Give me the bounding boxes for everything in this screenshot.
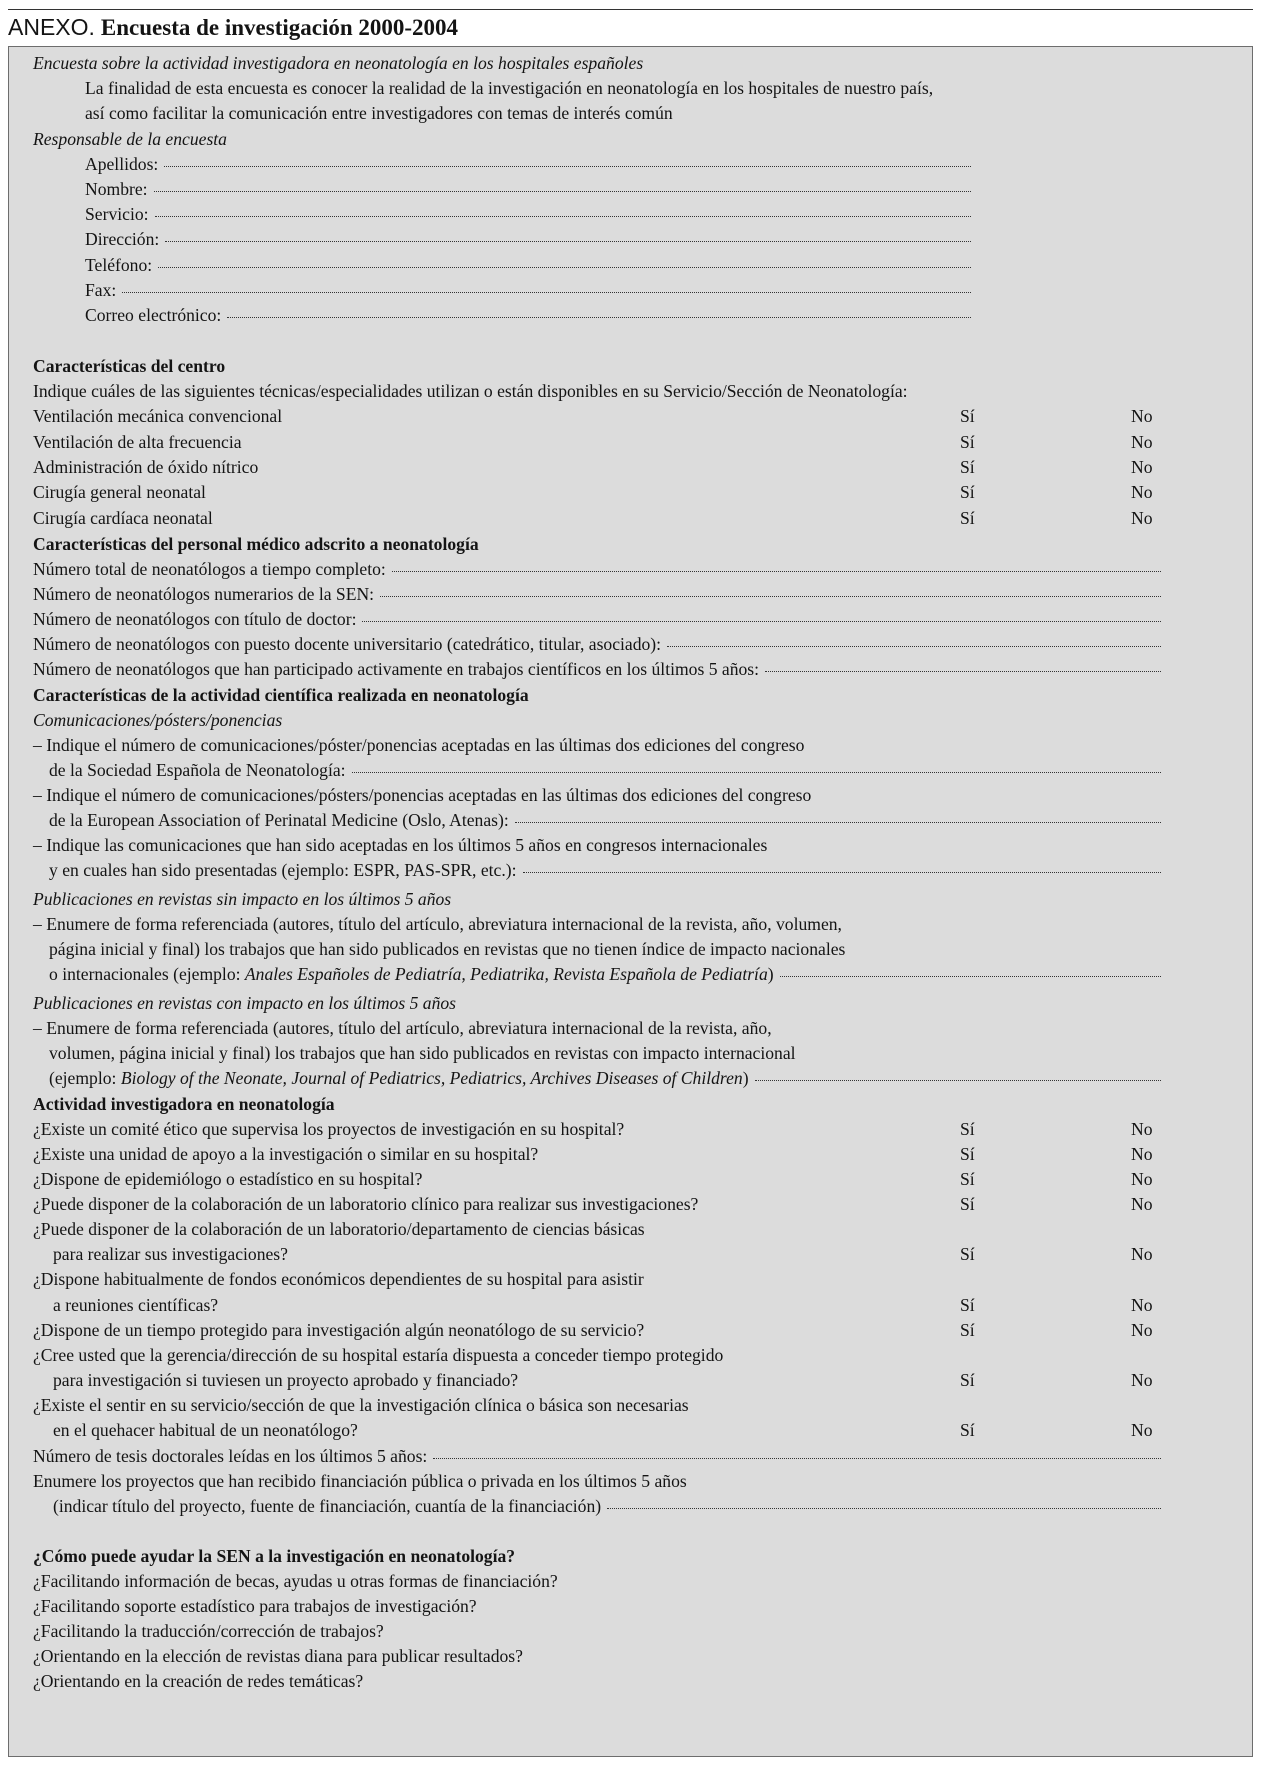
field-telefono[interactable]: Teléfono: — [85, 253, 971, 277]
personal-field[interactable]: Número de neonatólogos numerarios de la SEN: — [33, 582, 1161, 606]
personal-field[interactable]: Número de neonatólogos con título de doctor: — [33, 607, 1161, 631]
question-line: ¿Dispone de un tiempo protegido para investigación algún neonatólogo de su servicio? — [33, 1320, 645, 1340]
subheading-comunicaciones: Comunicaciones/pósters/ponencias — [33, 710, 283, 730]
subheading-sin-impacto: Publicaciones en revistas sin impacto en los últimos 5 años — [33, 889, 452, 909]
question-line: para investigación si tuviesen un proyecto aprobado y financiado? — [53, 1370, 519, 1390]
question-line: ¿Existe una unidad de apoyo a la investigación o similar en su hospital? — [33, 1144, 539, 1164]
question-line: ¿Puede disponer de la colaboración de un laboratorio/departamento de ciencias básicas — [33, 1219, 645, 1239]
field-correo[interactable]: Correo electrónico: — [85, 303, 971, 327]
field-fax[interactable]: Fax: — [85, 278, 971, 302]
field-apellidos[interactable]: Apellidos: — [85, 152, 971, 176]
question-line: ¿Cree usted que la gerencia/dirección de su hospital estaría dispuesta a conceder tiempo protegido — [33, 1345, 724, 1365]
question-line: – Indique el número de comunicaciones/pósters/ponencias aceptadas en las últimas dos ediciones del congreso — [33, 785, 812, 805]
yes-option[interactable]: Sí — [960, 1244, 975, 1264]
question-line: – Enumere de forma referenciada (autores, título del artículo, abreviatura internacional de la revista, año, — [33, 1018, 772, 1038]
ayuda-item: ¿Facilitando soporte estadístico para trabajos de investigación? — [33, 1596, 477, 1616]
field-nombre[interactable]: Nombre: — [85, 177, 971, 201]
centro-instruction: Indique cuáles de las siguientes técnicas/especialidades utilizan o están disponibles en su Servicio/Sección de Neonatología: — [33, 381, 908, 401]
yes-option[interactable]: Sí — [960, 482, 975, 502]
no-option[interactable]: No — [1131, 1370, 1153, 1390]
personal-field[interactable]: Número de neonatólogos con puesto docente universitario (catedrático, titular, asociado): — [33, 632, 1161, 656]
question-line: volumen, página inicial y final) los trabajos que han sido publicados en revistas con impacto internacional — [49, 1043, 796, 1063]
question-line: en el quehacer habitual de un neonatólogo? — [53, 1420, 358, 1440]
no-option[interactable]: No — [1131, 508, 1153, 528]
yes-option[interactable]: Sí — [960, 1320, 975, 1340]
question-line: ¿Puede disponer de la colaboración de un laboratorio clínico para realizar sus investigaciones? — [33, 1194, 699, 1214]
no-option[interactable]: No — [1131, 1144, 1153, 1164]
question-line: Enumere los proyectos que han recibido financiación pública o privada en los últimos 5 años — [33, 1471, 687, 1491]
section-heading-personal: Características del personal médico adscrito a neonatología — [33, 534, 479, 554]
question-line: ¿Dispone habitualmente de fondos económicos dependientes de su hospital para asistir — [33, 1269, 644, 1289]
intro-line: La finalidad de esta encuesta es conocer la realidad de la investigación en neonatología en los hospitales de nuestro país, — [85, 78, 934, 98]
page-header — [8, 13, 458, 42]
centro-item: Administración de óxido nítrico — [33, 457, 259, 477]
personal-field[interactable]: Número de neonatólogos que han participado activamente en trabajos científicos en los últimos 5 años: — [33, 657, 1161, 681]
comunicaciones-field[interactable]: de la European Association of Perinatal Medicine (Oslo, Atenas): — [49, 808, 1161, 832]
question-line: ¿Dispone de epidemiólogo o estadístico en su hospital? — [33, 1169, 423, 1189]
comunicaciones-field[interactable]: de la Sociedad Española de Neonatología: — [49, 758, 1161, 782]
yes-option[interactable]: Sí — [960, 1119, 975, 1139]
con-impacto-field[interactable]: (ejemplo: Biology of the Neonate, Journal of Pediatrics, Pediatrics, Archives Diseases of Children) — [49, 1066, 1161, 1090]
yes-option[interactable]: Sí — [960, 508, 975, 528]
yes-option[interactable]: Sí — [960, 1144, 975, 1164]
centro-item: Cirugía cardíaca neonatal — [33, 508, 213, 528]
no-option[interactable]: No — [1131, 1119, 1153, 1139]
yes-option[interactable]: Sí — [960, 1169, 975, 1189]
yes-option[interactable]: Sí — [960, 457, 975, 477]
question-line: ¿Existe un comité ético que supervisa los proyectos de investigación en su hospital? — [33, 1119, 625, 1139]
yes-option[interactable]: Sí — [960, 432, 975, 452]
subheading-con-impacto: Publicaciones en revistas con impacto en los últimos 5 años — [33, 993, 457, 1013]
question-line: a reuniones científicas? — [53, 1295, 219, 1315]
field-direccion[interactable]: Dirección: — [85, 227, 971, 251]
ayuda-item: ¿Orientando en la elección de revistas diana para publicar resultados? — [33, 1646, 523, 1666]
no-option[interactable]: No — [1131, 1420, 1153, 1440]
yes-option[interactable]: Sí — [960, 406, 975, 426]
intro-line: así como facilitar la comunicación entre investigadores con temas de interés común — [85, 103, 673, 123]
yes-option[interactable]: Sí — [960, 1295, 975, 1315]
comunicaciones-field[interactable]: y en cuales han sido presentadas (ejemplo: ESPR, PAS-SPR, etc.): — [49, 858, 1161, 882]
centro-item: Cirugía general neonatal — [33, 482, 206, 502]
tesis-field[interactable]: Número de tesis doctorales leídas en los últimos 5 años: — [33, 1444, 1161, 1468]
ayuda-item: ¿Facilitando información de becas, ayudas u otras formas de financiación? — [33, 1571, 558, 1591]
no-option[interactable]: No — [1131, 457, 1153, 477]
centro-item: Ventilación de alta frecuencia — [33, 432, 242, 452]
no-option[interactable]: No — [1131, 1320, 1153, 1340]
question-line: – Enumere de forma referenciada (autores, título del artículo, abreviatura internacional de la revista, año, volumen, — [33, 914, 842, 934]
yes-option[interactable]: Sí — [960, 1420, 975, 1440]
field-servicio[interactable]: Servicio: — [85, 202, 971, 226]
personal-field[interactable]: Número total de neonatólogos a tiempo completo: — [33, 557, 1161, 581]
no-option[interactable]: No — [1131, 482, 1153, 502]
yes-option[interactable]: Sí — [960, 1194, 975, 1214]
ayuda-item: ¿Orientando en la creación de redes temáticas? — [33, 1671, 364, 1691]
responsible-title: Responsable de la encuesta — [33, 129, 227, 149]
proyectos-field[interactable]: (indicar título del proyecto, fuente de financiación, cuantía de la financiación) — [53, 1494, 1161, 1518]
no-option[interactable]: No — [1131, 1169, 1153, 1189]
header-rule — [8, 9, 1253, 10]
section-heading-cientifica: Características de la actividad científica realizada en neonatología — [33, 685, 529, 705]
question-line: – Indique las comunicaciones que han sido aceptadas en los últimos 5 años en congresos internacionales — [33, 835, 768, 855]
no-option[interactable]: No — [1131, 1244, 1153, 1264]
no-option[interactable]: No — [1131, 432, 1153, 452]
sin-impacto-field[interactable]: o internacionales (ejemplo: Anales Españoles de Pediatría, Pediatrika, Revista Española de Pediatría) — [49, 962, 1161, 986]
question-line: – Indique el número de comunicaciones/póster/ponencias aceptadas en las últimas dos ediciones del congreso — [33, 735, 805, 755]
page-title: Encuesta de investigación 2000-2004 — [100, 15, 459, 40]
question-line: para realizar sus investigaciones? — [53, 1244, 288, 1264]
survey-panel — [8, 46, 1253, 1757]
no-option[interactable]: No — [1131, 1194, 1153, 1214]
no-option[interactable]: No — [1131, 1295, 1153, 1315]
survey-title: Encuesta sobre la actividad investigadora en neonatología en los hospitales españoles — [33, 53, 644, 73]
centro-item: Ventilación mecánica convencional — [33, 406, 283, 426]
section-heading-centro: Características del centro — [33, 356, 226, 376]
section-heading-ayuda: ¿Cómo puede ayudar la SEN a la investigación en neonatología? — [33, 1546, 516, 1566]
question-line: página inicial y final) los trabajos que han sido publicados en revistas que no tienen índice de impacto nacionales — [49, 939, 846, 959]
question-line: ¿Existe el sentir en su servicio/sección de que la investigación clínica o básica son necesarias — [33, 1395, 689, 1415]
ayuda-item: ¿Facilitando la traducción/corrección de trabajos? — [33, 1621, 384, 1641]
annex-label: ANEXO. — [8, 14, 95, 40]
section-heading-actividad: Actividad investigadora en neonatología — [33, 1094, 335, 1114]
yes-option[interactable]: Sí — [960, 1370, 975, 1390]
no-option[interactable]: No — [1131, 406, 1153, 426]
